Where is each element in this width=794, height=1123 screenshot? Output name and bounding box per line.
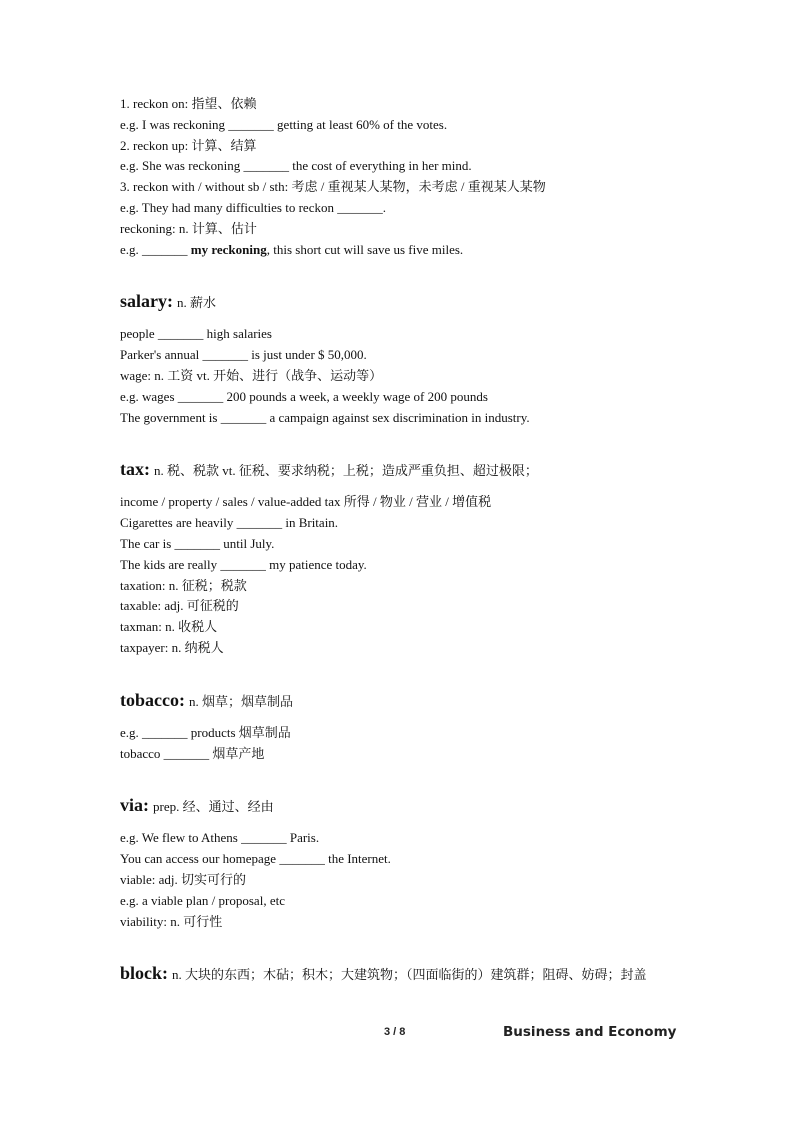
headword: tax:	[120, 459, 150, 480]
vocab-line: 2. reckon up: 计算、结算	[120, 137, 257, 153]
vocab-section	[120, 958, 700, 990]
vocab-line: You can access our homepage _______ the Internet.	[120, 851, 391, 867]
vocab-line: e.g. _______ products 烟草制品	[120, 724, 291, 740]
vocab-line: Parker's annual _______ is just under $ 50,000.	[120, 347, 367, 363]
headword: tobacco:	[120, 689, 185, 710]
vocab-line: people _______ high salaries	[120, 326, 272, 342]
headword-gloss: n. 大块的东西；木砧；积木；大建筑物；（四面临街的）建筑群；阻碍、妨碍；封盖	[172, 967, 647, 983]
vocab-line: e.g. wages _______ 200 pounds a week, a weekly wage of 200 pounds	[120, 388, 488, 404]
headword-gloss: n. 税、税款 vt. 征税、要求纳税；上税；造成严重负担、超过极限；	[154, 463, 538, 479]
headword-gloss: n. 薪水	[177, 295, 217, 311]
vocab-section	[120, 685, 700, 765]
vocab-line: taxable: adj. 可征税的	[120, 598, 239, 614]
line-text: , this short cut will save us five miles.	[266, 241, 464, 257]
line-bold-text: my reckoning	[190, 241, 267, 257]
headword: salary:	[120, 291, 173, 312]
vocab-line: e.g. She was reckoning _______ the cost of everything in her mind.	[120, 158, 472, 174]
vocab-line: taxman: n. 收税人	[120, 619, 218, 635]
vocab-line: reckoning: n. 计算、估计	[120, 220, 257, 236]
vocab-section	[120, 790, 700, 932]
vocab-heading	[120, 286, 700, 318]
vocab-line	[120, 240, 700, 261]
vocab-section	[120, 454, 700, 658]
vocab-line: 3. reckon with / without sb / sth: 考虑 / 重视某人某物，未考虑 / 重视某人某物	[120, 179, 546, 195]
vocab-line: e.g. We flew to Athens _______ Paris.	[120, 830, 320, 846]
footer-title: Business and Economy	[503, 1024, 677, 1040]
vocab-line: viability: n. 可行性	[120, 913, 223, 929]
vocab-line: The kids are really _______ my patience today.	[120, 556, 367, 572]
vocab-line: e.g. a viable plan / proposal, etc	[120, 892, 285, 908]
vocab-line: The car is _______ until July.	[120, 535, 275, 551]
vocab-line: income / property / sales / value-added tax 所得 / 物业 / 营业 / 增值税	[120, 494, 492, 510]
vocab-line: taxation: n. 征税；税款	[120, 577, 247, 593]
vocab-line: e.g. They had many difficulties to reckon _______.	[120, 199, 386, 215]
vocab-heading	[120, 790, 700, 822]
line-text: e.g. _______	[120, 241, 191, 257]
headword-gloss: prep. 经、通过、经由	[153, 799, 274, 815]
vocab-section	[120, 94, 700, 260]
headword: via:	[120, 795, 149, 816]
vocab-heading	[120, 685, 700, 717]
page-footer	[0, 1024, 794, 1044]
vocab-section	[120, 286, 700, 428]
vocab-line: The government is _______ a campaign against sex discrimination in industry.	[120, 409, 530, 425]
vocab-line: taxpayer: n. 纳税人	[120, 639, 224, 655]
page-number: 3 / 8	[384, 1026, 406, 1038]
vocabulary-content	[120, 94, 700, 996]
vocab-line: viable: adj. 切实可行的	[120, 871, 247, 887]
vocab-heading	[120, 958, 680, 990]
vocab-line: 1. reckon on: 指望、依赖	[120, 96, 257, 111]
vocab-line: wage: n. 工资 vt. 开始、进行（战争、运动等）	[120, 367, 383, 383]
vocab-line: tobacco _______ 烟草产地	[120, 745, 265, 761]
vocab-heading	[120, 454, 680, 486]
vocab-line: Cigarettes are heavily _______ in Britain.	[120, 515, 339, 531]
vocab-line: e.g. I was reckoning _______ getting at least 60% of the votes.	[120, 116, 448, 132]
headword-gloss: n. 烟草；烟草制品	[188, 693, 293, 709]
headword: block:	[120, 963, 169, 984]
